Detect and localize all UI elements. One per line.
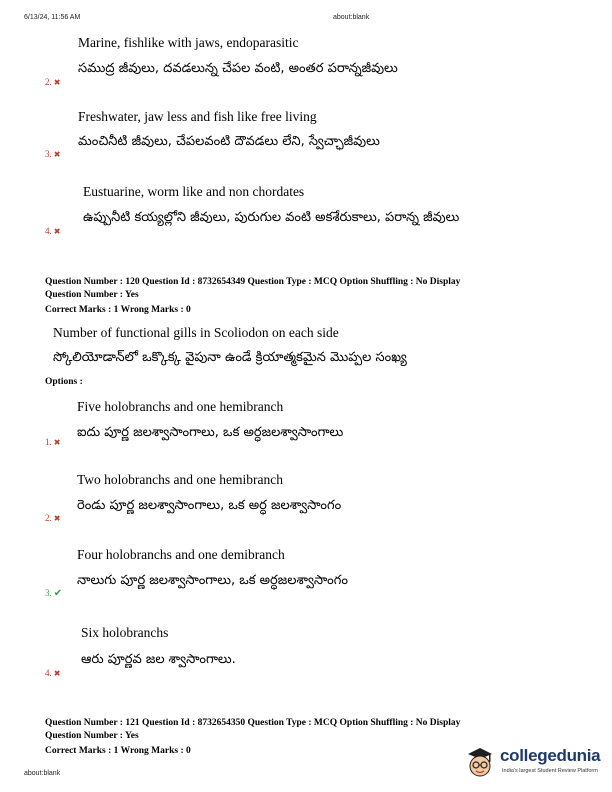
wrong-mark-icon: ✖ [53, 150, 61, 159]
option-number-label: 3. [45, 588, 52, 598]
wrong-mark-icon: ✖ [53, 669, 61, 678]
wrong-mark-icon: ✖ [53, 514, 61, 523]
option-3-text-en: Freshwater, jaw less and fish like free living [78, 109, 317, 124]
q120-option-4-text-en: Six holobranchs [81, 625, 169, 640]
option-number-label: 2. [45, 513, 52, 523]
option-3-text-te: మంచినీటి జీవులు, చేపలవంటి దౌవడలు లేని, స్వేచ్ఛాజీవులు [78, 134, 380, 149]
correct-check-icon: ✔ [53, 588, 63, 599]
q120-option-1-text-te: ఐదు పూర్ణ జలశ్వాసాంగాలు, ఒక అర్ధజలశ్వాసాంగాలు [77, 425, 344, 440]
q120-option-2-number [45, 513, 60, 523]
option-number-label: 3. [45, 149, 52, 159]
question-120-text-en: Number of functional gills in Scoliodon on each side [53, 325, 339, 340]
option-4-text-en: Eustuarine, worm like and non chordates [83, 184, 305, 199]
q120-option-2-text-te: రెండు పూర్ణ జలశ్వాసాంగాలు, ఒక అర్ధ జలశ్వాసాంగం [77, 498, 342, 513]
q120-option-1-text-en: Five holobranchs and one hemibranch [77, 399, 284, 414]
q120-option-2-text-en: Two holobranchs and one hemibranch [77, 472, 283, 487]
option-number-label: 1. [45, 437, 52, 447]
q120-option-4-text-te: ఆరు పూర్ణవ జల శ్వాసాంగాలు. [81, 652, 236, 667]
logo-tagline: India's largest Student Review Platform [502, 768, 598, 774]
options-label: Options : [45, 377, 83, 387]
question-121-meta-line2: Question Number : Yes [45, 731, 139, 741]
wrong-mark-icon: ✖ [53, 438, 61, 447]
option-2-text-te: సముద్ర జీవులు, దవడలున్న చేపల వంటి, అంతర పరాన్నజీవులు [78, 61, 398, 76]
header-datetime: 6/13/24, 11:56 AM [24, 14, 81, 21]
collegedunia-logo [462, 742, 610, 786]
option-4-text-te: ఉప్పునీటి కయ్యల్లోని జీవులు, పురుగుల వంటి అకశేరుకాలు, పరాన్న జీవులు [83, 210, 460, 225]
option-3-number [45, 149, 60, 159]
header-url: about:blank [333, 14, 370, 21]
wrong-mark-icon: ✖ [53, 78, 61, 87]
wrong-mark-icon: ✖ [53, 227, 61, 236]
option-number-label: 4. [45, 226, 52, 236]
option-number-label: 2. [45, 77, 52, 87]
q120-option-4-number [45, 668, 60, 678]
question-120-meta-line3: Correct Marks : 1 Wrong Marks : 0 [45, 305, 191, 315]
question-121-meta-line1: Question Number : 121 Question Id : 8732654350 Question Type : MCQ Option Shuffling : No Display [45, 718, 461, 728]
q120-option-3-number [45, 588, 62, 599]
q120-option-3-text-en: Four holobranchs and one demibranch [77, 547, 285, 562]
question-121-meta-line3: Correct Marks : 1 Wrong Marks : 0 [45, 746, 191, 756]
question-120-meta-line2: Question Number : Yes [45, 290, 139, 300]
footer-url: about:blank [24, 770, 61, 777]
option-number-label: 4. [45, 668, 52, 678]
q120-option-3-text-te: నాలుగు పూర్ణ జలశ్వాసాంగాలు, ఒక అర్ధజలశ్వాసాంగం [77, 573, 348, 588]
question-120-meta-line1: Question Number : 120 Question Id : 8732654349 Question Type : MCQ Option Shuffling : No Display [45, 277, 461, 287]
logo-name: collegedunia [500, 746, 601, 765]
mascot-icon [462, 744, 498, 780]
question-120-text-te: స్కోలియోడాన్‌లో ఒక్కొక్క వైపునా ఉండే క్రియాత్మకమైన మొప్పల సంఖ్య [53, 350, 407, 365]
logo-wordmark [500, 746, 600, 766]
option-2-text-en: Marine, fishlike with jaws, endoparasitic [78, 35, 299, 50]
option-2-number [45, 77, 60, 87]
option-4-number [45, 226, 60, 236]
q120-option-1-number [45, 437, 60, 447]
